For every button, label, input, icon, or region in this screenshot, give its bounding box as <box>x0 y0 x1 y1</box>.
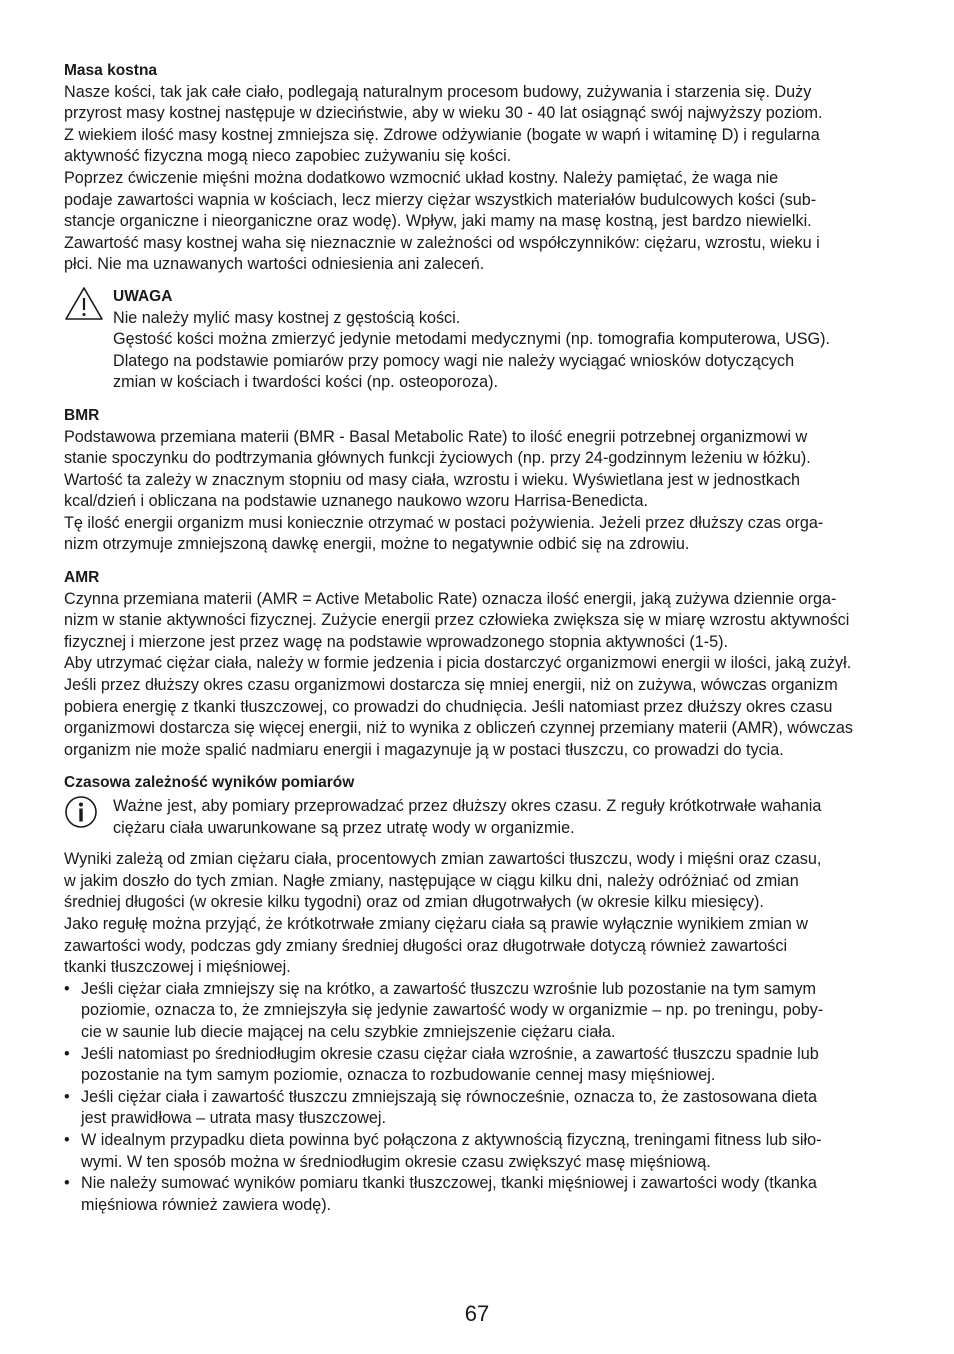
text-line: aktywność fizyczna mogą nieco zapobiec zużywaniu się kości. <box>64 147 512 166</box>
bullet-icon: • <box>64 979 70 998</box>
text-line: stanie spoczynku do podtrzymania głównych funkcji życiowych (np. przy 24-godzinnym leżeniu w łóżku). <box>64 449 811 468</box>
section-czasowa-zaleznosc <box>64 772 890 1216</box>
info-note <box>64 796 890 839</box>
page-number: 67 <box>464 1301 490 1326</box>
text-line: Jako regułę można przyjąć, że krótkotrwałe zmiany ciężaru ciała są prawie wyłącznie wynikiem zmian w <box>64 914 809 933</box>
section-masa-kostna <box>64 60 890 276</box>
text-line: Wartość ta zależy w znacznym stopniu od masy ciała, wzrostu i wieku. Wyświetlana jest w jednostkach <box>64 470 801 489</box>
text-line: ciężaru ciała uwarunkowane są przez utratę wody w organizmie. <box>113 818 575 837</box>
heading-czasowa-zaleznosc: Czasowa zależność wyników pomiarów <box>64 774 355 792</box>
text-line: organizmowi dostarcza się więcej energii, niż to wynika z obliczeń czynnej przemiany materii (AMR), wówczas <box>64 719 853 738</box>
text-line: płci. Nie ma uznawanych wartości odniesienia ani zaleceń. <box>64 255 485 274</box>
text-line: Tę ilość energii organizm musi koniecznie otrzymać w postaci pożywienia. Jeżeli przez dłuższy czas orga- <box>64 513 824 532</box>
text-line: Dlatego na podstawie pomiarów przy pomocy wagi nie należy wyciągać wniosków dotyczących <box>113 351 795 370</box>
text-line: zawartości wody, podczas gdy zmiany średniej długości oraz długotrwałe dotyczą również zawartości <box>64 936 788 955</box>
list-item <box>64 1173 890 1216</box>
heading-amr: AMR <box>64 569 100 587</box>
text-line: fizycznej i mierzone jest przez wagę na podstawie wprowadzonego stopnia aktywności (1-5). <box>64 632 729 651</box>
heading-masa-kostna: Masa kostna <box>64 62 158 79</box>
text-line: pozostanie na tym samym poziomie, oznacza to rozbudowanie cennej masy mięśniowej. <box>81 1066 716 1085</box>
text-line: Nie należy mylić masy kostnej z gęstością kości. <box>113 308 461 327</box>
text-line: tkanki tłuszczowej i mięśniowej. <box>64 958 291 977</box>
text-line: Jeśli ciężar ciała zmniejszy się na krótko, a zawartość tłuszczu wzrośnie lub pozostanie na tym samym <box>81 979 817 998</box>
text-line: w jakim doszło do tych zmian. Nagłe zmiany, następujące w ciągu kilku dni, należy odróżniać od zmian <box>64 871 799 890</box>
text-line: Gęstość kości można zmierzyć jedynie metodami medycznymi (np. tomografia komputerowa, USG). <box>113 330 830 349</box>
list-item <box>64 979 890 1044</box>
text-line: pobiera energię z tkanki tłuszczowej, co prowadzi do chudnięcia. Jeśli natomiast przez dłuższy okres czasu <box>64 697 833 716</box>
text-line: Wyniki zależą od zmian ciężaru ciała, procentowych zmian zawartości tłuszczu, wody i mięśni oraz czasu, <box>64 850 822 869</box>
text-line: Ważne jest, aby pomiary przeprowadzać przez dłuższy okres czasu. Z reguły krótkotrwałe wahania <box>113 797 822 815</box>
text-line: Nie należy sumować wyników pomiaru tkanki tłuszczowej, tkanki mięśniowej i zawartości wody (tkanka <box>81 1174 817 1193</box>
text-line: Poprzez ćwiczenie mięśni można dodatkowo wzmocnić układ kostny. Należy pamiętać, że waga nie <box>64 168 779 187</box>
bullet-icon: • <box>64 1174 70 1193</box>
text-line: średniej długości (w okresie kilku tygodni) oraz od zmian długotrwałych (w okresie kilku miesięcy). <box>64 893 764 912</box>
bullet-icon: • <box>64 1044 70 1063</box>
heading-bmr: BMR <box>64 406 100 424</box>
text-line: Jeśli ciężar ciała i zawartość tłuszczu zmniejszają się równocześnie, oznacza to, że zastosowana dieta <box>81 1087 817 1106</box>
text-line: kcal/dzień i obliczana na podstawie uznanego naukowo wzoru Harrisa-Benedicta. <box>64 492 648 511</box>
paragraph-masa-kostna <box>64 82 890 276</box>
text-line: Jeśli natomiast po średniodługim okresie czasu ciężar ciała wzrośnie, a zawartość tłuszczu spadnie lub <box>81 1044 819 1063</box>
text-line: jest prawidłowa – utrata masy tłuszczowej. <box>81 1109 386 1128</box>
text-line: podaje zawartości wapnia w kościach, lecz mierzy ciężar wszystkich materiałów budulcowych kości (sub- <box>64 190 817 209</box>
bullet-icon: • <box>64 1087 70 1106</box>
text-line: Z wiekiem ilość masy kostnej zmniejsza się. Zdrowe odżywianie (bogate w wapń i witaminę D) i regularna <box>64 125 820 144</box>
text-line: stancje organiczne i nieorganiczne oraz wodę). Wpływ, jaki mamy na masę kostną, jest bardzo niewielki. <box>64 212 812 231</box>
text-line: wymi. W ten sposób można w średniodługim okresie czasu zwiększyć masę mięśniową. <box>81 1152 711 1171</box>
text-line: Podstawowa przemiana materii (BMR - Basal Metabolic Rate) to ilość enegrii potrzebnej organizmowi w <box>64 427 808 446</box>
text-line: Aby utrzymać ciężar ciała, należy w formie jedzenia i picia dostarczyć organizmowi energii w ilości, jaką zużył. <box>64 654 852 673</box>
text-line: przyrost masy kostnej następuje w dzieciństwie, aby w wieku 30 - 40 lat osiągnąć swój najwyższy poziom. <box>64 104 823 123</box>
warning-triangle-icon <box>64 286 104 329</box>
heading-uwaga: UWAGA <box>113 287 173 305</box>
document-page <box>64 60 890 1216</box>
text-line: Jeśli przez dłuższy okres czasu organizmowi dostarcza się mniej energii, niż on zużywa, wówczas organizm <box>64 676 838 695</box>
text-line: zmian w kościach i twardości kości (np. osteoporoza). <box>113 373 499 392</box>
list-item <box>64 1087 890 1130</box>
section-amr <box>64 567 890 761</box>
text-line: nizm w stanie aktywności fizycznej. Zużycie energii przez człowieka zwiększa się w miarę wzrostu aktywności <box>64 611 850 630</box>
section-bmr <box>64 405 890 556</box>
bullet-icon: • <box>64 1130 70 1149</box>
text-line: poziomie, oznacza to, że zmniejszyła się jedynie zawartość wody w organizmie – np. po treningu, poby- <box>81 1001 824 1020</box>
text-line: cie w saunie lub diecie mającej na celu szybkie zmniejszenie ciężaru ciała. <box>81 1022 616 1041</box>
text-line: W idealnym przypadku dieta powinna być połączona z aktywnością fizyczną, treningami fitness lub siło- <box>81 1130 822 1149</box>
text-line: Czynna przemiana materii (AMR = Active Metabolic Rate) oznacza ilość energii, jaką zużywa dziennie orga- <box>64 589 837 608</box>
text-line: mięśniowa również zawiera wodę). <box>81 1195 332 1214</box>
bullet-list <box>64 979 890 1217</box>
info-circle-icon <box>64 795 100 836</box>
warning-note <box>64 286 890 394</box>
text-line: organizm nie może spalić nadmiaru energii i magazynuje ją w postaci tłuszczu, co prowadzi do tycia. <box>64 740 784 759</box>
list-item <box>64 1130 890 1173</box>
text-line: Zawartość masy kostnej waha się nieznacznie w zależności od współczynników: ciężaru, wzrostu, wieku i <box>64 233 820 252</box>
text-line: nizm otrzymuje zmniejszoną dawkę energii, możne to negatywnie odbić się na zdrowiu. <box>64 535 690 554</box>
text-line: Nasze kości, tak jak całe ciało, podlegają naturalnym procesom budowy, zużywania i starzenia się. Duży <box>64 82 812 101</box>
list-item <box>64 1044 890 1087</box>
